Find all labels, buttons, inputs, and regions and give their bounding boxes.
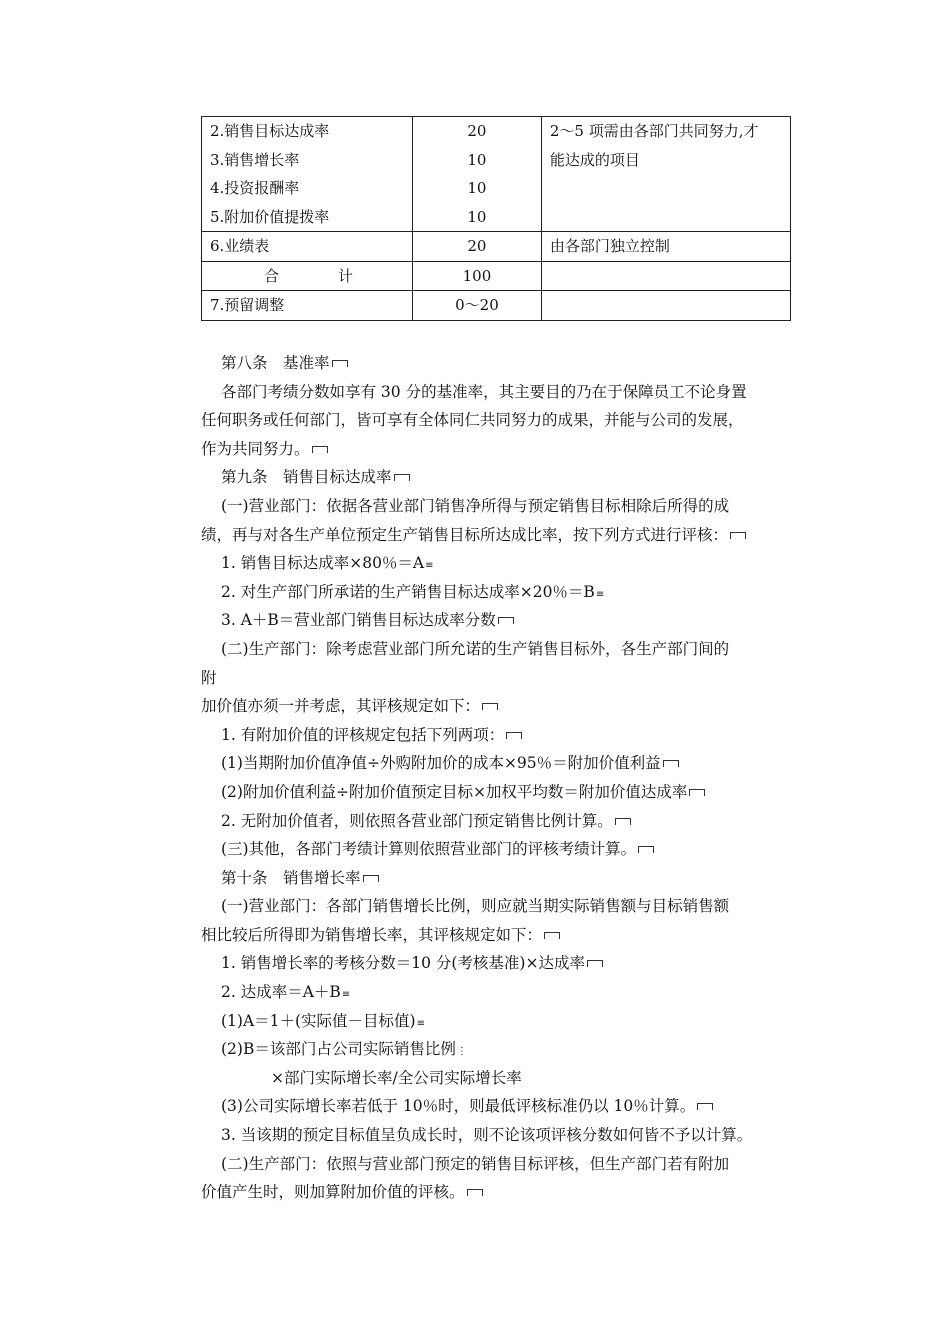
paragraph-mark-icon [615,818,631,825]
table-cell-items [202,117,413,232]
table-cell-scores [413,291,542,321]
score-value: 10 [467,179,487,197]
table-row [202,117,791,232]
table-row [202,232,791,262]
score-value: 100 [462,266,492,285]
line-break-icon: ≡ [595,588,605,600]
table-cell-notes [541,291,790,321]
list-item: (2)附加价值利益÷附加价值预定目标×加权平均数＝附加价值达成率 [201,778,797,807]
table-row [202,291,791,321]
paragraph-line: 相比较后所得即为销售增长率，其评核规定如下： [201,921,797,950]
list-item: 3. A＋B＝营业部门销售目标达成率分数 [201,606,797,635]
note-text: 2～5 项需由各部门共同努力,才 [549,122,759,140]
paragraph-mark-icon [506,732,522,739]
list-item: (3)公司实际增长率若低于 10％时，则最低评核标准仍以 10％计算。 [201,1092,797,1121]
item-label: 2.销售目标达成率 [210,122,330,140]
paragraph-mark-icon [467,1189,483,1196]
score-value: 20 [467,237,487,255]
paragraph-line: 价值产生时，则加算附加价值的评核。 [201,1178,797,1207]
score-value: 20 [467,122,487,140]
note-text: 由各部门独立控制 [549,237,670,255]
paragraph-line: (三)其他，各部门考绩计算则依照营业部门的评核考绩计算。 [201,835,797,864]
table-cell-items [202,291,413,321]
line-break-icon: ⋮ [456,1046,467,1058]
paragraph-line: 任何职务或任何部门，皆可享有全体同仁共同努力的成果，并能与公司的发展， [201,411,744,430]
list-item: (1)当期附加价值净值÷外购附加价的成本×95％＝附加价值利益 [201,749,797,778]
paragraph-mark-icon [363,875,379,882]
article-heading: 第十条 销售增长率 [201,864,797,893]
paragraph-mark-icon [663,760,679,767]
list-item: ×部门实际增长率/全公司实际增长率 [271,1068,522,1087]
table-cell-scores [413,232,542,262]
list-item: 2. 对生产部门所承诺的生产销售目标达成率×20％＝B≡ [201,578,797,607]
list-item: 2. 达成率＝A＋B≡ [201,978,797,1007]
paragraph-mark-icon [697,1103,713,1110]
article-heading: 第九条 销售目标达成率 [201,463,797,492]
line-break-icon: ≡ [341,989,351,1001]
paragraph-line: (二)生产部门：除考虑营业部门所允诺的生产销售目标外，各生产部门间的 [221,639,730,658]
list-item: 1. 销售增长率的考核分数＝10 分(考核基准)×达成率 [201,949,797,978]
paragraph-mark-icon [587,960,603,967]
score-table [201,116,791,321]
paragraph-line: (一)营业部门：各部门销售增长比例，则应就当期实际销售额与目标销售额 [221,897,730,916]
table-cell-notes [541,232,790,262]
list-item: 3. 当该期的预定目标值呈负成长时，则不论该项评核分数如何皆不予以计算。 [221,1126,753,1145]
item-label: 3.销售增长率 [210,150,300,169]
paragraph-mark-icon [689,789,705,796]
score-value: 10 [467,150,487,169]
list-item: 1. 有附加价值的评核规定包括下列两项： [201,721,797,750]
item-label: 5.附加价值提拨率 [210,207,330,226]
list-item: 1. 销售目标达成率×80％＝A≡ [201,549,797,578]
document-body [201,349,797,1207]
line-break-icon: ≡ [425,560,434,572]
paragraph-line: 绩，再与对各生产单位预定生产销售目标所达成比率，按下列方式进行评核： [201,521,797,550]
table-cell-items [202,261,413,291]
total-char: 合 [264,266,280,285]
line-break-icon: ≡ [416,1017,425,1029]
paragraph-mark-icon [332,360,348,367]
article-heading: 第八条 基准率 [201,349,797,378]
score-value: 0～20 [455,296,499,314]
paragraph-line: 附 [201,668,217,687]
table-cell-notes [541,117,790,232]
table-cell-items [202,232,413,262]
paragraph-mark-icon [730,532,746,539]
paragraph-line: (二)生产部门：依照与营业部门预定的销售目标评核，但生产部门若有附加 [221,1154,730,1173]
list-item: (1)A＝1＋(实际值－目标值)≡ [201,1007,797,1036]
item-label: 7.预留调整 [210,296,285,314]
table-row [202,261,791,291]
score-value: 10 [467,207,487,226]
table-cell-notes [541,261,790,291]
list-item: 2. 无附加价值者，则依照各营业部门预定销售比例计算。 [201,807,797,836]
paragraph-mark-icon [312,446,328,453]
paragraph-mark-icon [544,932,560,939]
item-label: 6.业绩表 [210,237,270,255]
paragraph-line: 作为共同努力。 [201,435,797,464]
paragraph-line: 加价值亦须一并考虑，其评核规定如下： [201,692,797,721]
item-label: 4.投资报酬率 [210,179,300,197]
paragraph-line: (一)营业部门：依据各营业部门销售净所得与预定销售目标相除后所得的成 [221,496,730,515]
table-cell-scores [413,117,542,232]
paragraph-line: 各部门考绩分数如享有 30 分的基准率，其主要目的乃在于保障员工不论身置 [221,382,747,401]
table-cell-scores [413,261,542,291]
paragraph-mark-icon [482,703,498,710]
list-item: (2)B＝该部门占公司实际销售比例⋮ [201,1035,797,1064]
paragraph-mark-icon [498,617,514,624]
note-text: 能达成的项目 [549,150,640,169]
paragraph-mark-icon [638,846,654,853]
paragraph-mark-icon [394,474,410,481]
total-char: 计 [338,266,354,285]
total-label [202,262,412,291]
